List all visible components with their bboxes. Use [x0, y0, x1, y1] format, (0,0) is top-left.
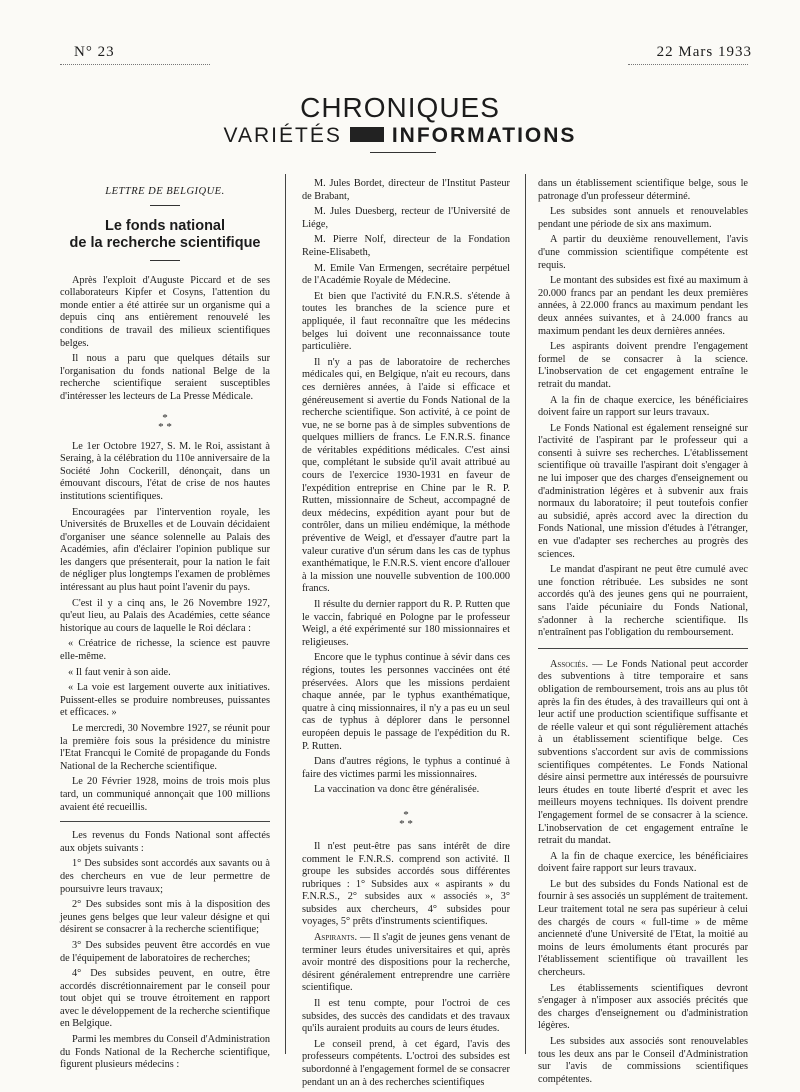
subtitle-informations: INFORMATIONS: [391, 124, 577, 147]
list-item: 2° Des subsides sont mis à la disposition des jeunes gens belges que leur valeur désigne et qui désirent se consacrer à la recherche scientifique;: [60, 899, 270, 936]
body-paragraph: Les aspirants doivent prendre l'engagement formel de se consacrer à la science. L'inobservation de cet engagement entraîne le retrait du mandat.: [538, 341, 748, 390]
kicker-rule: [150, 205, 180, 206]
asterism: * * *: [399, 808, 413, 830]
body-paragraph: Le mandat d'aspirant ne peut être cumulé avec une fonction rétribuée. Les subsides ne sont accordés qu'à des jeunes gens qui ne pourraient, sans l'aide pécuniaire du Fonds National, s'adonner à la recherche scientifique. Ils n'entraînent pas l'obligation du remboursement.: [538, 564, 748, 639]
section-rule: [60, 821, 270, 822]
column-2: [302, 178, 510, 1092]
body-paragraph: Les subsides aux associés sont renouvelables tous les deux ans par le Conseil d'Administration sur l'avis de commissions scientifiques compétentes.: [538, 1036, 748, 1085]
body-paragraph: Encore que le typhus continue à sévir dans ces régions, toutes les personnes vaccinées ont été préservées. Alors que les missions perdaient chaque année, par le typhus exanthématique, quatre à cinq missionnaires, il n'y a pas eu un seul cas de typhus à déplorer dans le personnel européen depuis le passage de l'expédition du R. P. Rutten.: [302, 652, 510, 752]
asterism: * * *: [158, 411, 172, 433]
article-title-line1: Le fonds national: [104, 217, 226, 234]
body-paragraph: C'est il y a cinq ans, le 26 Novembre 1927, qu'eut lieu, au Palais des Académies, cette séance historique au cours de laquelle le Roi déclara :: [60, 597, 270, 634]
aspirants-text: — Il s'agit de jeunes gens venant de terminer leurs études universitaires et qui, après avoir montré des dispositions pour la recherche, désirent généralement entreprendre une carrière scientifique.: [302, 932, 510, 994]
body-paragraph: Il n'est peut-être pas sans intérêt de dire comment le F.N.R.S. comprend son activité. Il groupe les subsides accordés sous différentes rubriques : 1° Subsides aux « aspirants » du F.N.R.S., 2° subsides aux « associés », 3° subsides aux chercheurs, 4° subsides pour voyages, 5° prêts d'instruments scientifiques.: [302, 840, 510, 928]
body-paragraph: Et bien que l'activité du F.N.R.S. s'étende à toutes les branches de la science pure et appliquée, il faut reconnaître que les médecins belges lui doivent une reconnaissance toute particulière.: [302, 290, 510, 353]
body-paragraph: Le but des subsides du Fonds National est de fournir à ses associés un supplément de traitement. Leur traitement total ne sera pas supérieur à celui des chargés de cours « full-time » de même ancienneté d'une Université de l'Etat, la moitié au moins de leurs émoluments étant procurés par l'établissement scientifique où travaillent les chercheurs.: [538, 878, 748, 979]
royal-quote: [60, 638, 270, 720]
body-paragraph: Il n'y a pas de laboratoire de recherches médicales qui, en Belgique, n'ait eu recours, dans ces dernières années, à l'aide si efficace et généreusement si avertie du Fonds National de la recherche scientifique. Son activité, à ce point de vue, ne se borne pas à de simples subventions de quelques milliers de francs. Le F.N.R.S. finance de véritables expéditions médicales. C'est ainsi que, complétant le subside qu'il avait attribué au cours de l'exercice 1930-1931 en faveur de l'expédition entreprise en Chine par le R. P. Rutten, missionnaire de Scheut, accompagné de deux médecins, expédition ayant pour but de contrôler, dans un milieu endémique, la méthode préventive de Weigl, et d'essayer d'autre part la valeur curative d'un sérum dans les cas de typhus exanthématique, le F.N.R.S. vient encore d'allouer à la mission une nouvelle subvention de 100.000 francs.: [302, 356, 510, 595]
quote-line: « La voie est largement ouverte aux initiatives. Puissent-elles se produire nombreuses, puissantes et efficaces. »: [60, 682, 270, 719]
member-item: M. Pierre Nolf, directeur de la Fondation Reine-Elisabeth,: [302, 234, 510, 258]
member-item: M. Jules Bordet, directeur de l'Institut Pasteur de Brabant,: [302, 178, 510, 202]
body-paragraph: La vaccination va donc être généralisée.: [314, 784, 480, 796]
member-item: M. Emile Van Ermengen, secrétaire perpétuel de l'Académie Royale de Médecine.: [302, 262, 510, 287]
aspirants-paragraph: [302, 932, 510, 995]
intro-paragraph: Après l'exploit d'Auguste Piccard et de ses collaborateurs Kipfer et Cosyns, l'attention du monde entier a été attirée sur un organisme qui a depuis cinq ans entièrement renouvelé les conditions de travail des milieux scientifiques belges.: [60, 274, 270, 349]
body-paragraph: Les subsides sont annuels et renouvelables pendant une période de six ans maximum.: [538, 206, 748, 230]
body-paragraph: A la fin de chaque exercice, les bénéficiaires doivent faire rapport sur leurs travaux.: [538, 850, 748, 875]
body-paragraph: Le 20 Février 1928, moins de trois mois plus tard, un communiqué annonçait que 100 millions avaient été recueillis.: [60, 776, 270, 813]
aspirants-label: Aspirants.: [314, 932, 358, 944]
article-title: [60, 218, 270, 252]
intro-paragraph: Il nous a paru que quelques détails sur l'organisation du fonds national Belge de la recherche scientifique seraient susceptibles d'intéresser les lecteurs de La Presse Médicale.: [60, 353, 270, 402]
body-paragraph: Les établissements scientifiques devront s'engager à n'imposer aux associés précités que des charges d'enseignement ou d'administration légères.: [538, 982, 748, 1032]
list-item: 1° Des subsides sont accordés aux savants ou à des chercheurs en vue de leur permettre de poursuivre leurs travaux;: [60, 858, 270, 895]
body-paragraph: Il est tenu compte, pour l'octroi de ces subsides, des succès des candidats et des travaux qu'ils auraient produits au cours de leurs études.: [302, 998, 510, 1035]
body-paragraph: Le montant des subsides est fixé au maximum à 20.000 francs par an pendant les deux premières années, à 22.000 francs au maximum pendant les deux années suivantes, et à 24.000 francs au maximum pendant les deux dernières années.: [538, 275, 748, 337]
subtitle-varietes: VARIÉTÉS: [223, 124, 342, 147]
list-item: 4° Des subsides peuvent, en outre, être accordés discrétionnairement par le conseil pour tout objet qui se trouve étroitement en rapport avec le développement de la recherche scientifique en Belgique.: [60, 968, 270, 1030]
article-kicker: LETTRE DE BELGIQUE.: [105, 186, 225, 197]
column-1: [60, 178, 270, 1075]
title-rule: [150, 260, 180, 261]
list-item: 3° Des subsides peuvent être accordés en vue de l'équipement de laboratoires de recherches;: [60, 939, 270, 964]
issue-date: 22 Mars 1933: [656, 44, 752, 60]
masthead-subtitle: [0, 124, 800, 148]
body-paragraph: Il résulte du dernier rapport du R. P. Rutten que le vaccin, fabriqué en Pologne par le professeur Weigl, a été expérimenté sur 180 missionnaires et religieuses.: [302, 599, 510, 648]
column-divider-1: [285, 174, 286, 1054]
article-title-line2: de la recherche scientifique: [69, 234, 261, 251]
body-paragraph: Encouragées par l'intervention royale, les Universités de Bruxelles et de Louvain décidaient d'organiser une séance solennelle au Palais des Académies, afin d'éclairer l'opinion publique sur les dangers que présenterait, pour la nation le fait de négliger plus longtemps l'examen de problèmes intéressant au plus haut point l'avenir du pays.: [60, 506, 270, 594]
quote-line: « Il faut venir à son aide.: [68, 666, 171, 678]
section-rule: [538, 648, 748, 649]
issue-number: N° 23: [74, 44, 115, 60]
associes-paragraph: [538, 659, 748, 848]
body-paragraph: dans un établissement scientifique belge, sous le patronage d'un professeur déterminé.: [538, 178, 748, 202]
body-paragraph: Le mercredi, 30 Novembre 1927, se réunit pour la première fois sous la présidence du ministre l'Etat Francqui le Comité de propagande du Fonds National de la Recherche scientifique.: [60, 723, 270, 772]
header-rule-right: [628, 64, 748, 65]
associes-label: Associés.: [550, 658, 589, 670]
body-paragraph: Dans d'autres régions, le typhus a continué à faire des victimes parmi les missionnaires.: [302, 756, 510, 780]
body-paragraph: Parmi les membres du Conseil d'Administration du Fonds National de la Recherche scientifique, figurent plusieurs médecins :: [60, 1034, 270, 1071]
body-paragraph: Le 1er Octobre 1927, S. M. le Roi, assistant à Seraing, à la célébration du 110e anniversaire de la Société John Cockerill, dénonçait, dans un émouvant discours, l'état de crise de nos hautes institutions scientifiques.: [60, 440, 270, 502]
body-paragraph: A partir du deuxième renouvellement, l'avis d'une commission scientifique compétente est requis.: [538, 234, 748, 271]
column-3: [538, 178, 748, 1089]
quote-line: « Créatrice de richesse, la science est pauvre elle-même.: [60, 638, 270, 663]
associes-text: — Le Fonds National peut accorder des subventions à titre temporaire et sans obligation de remboursement, trois ans au plus tôt après la fin des études, à des travailleurs qui ont à leur actif une production scientifique suffisante et de réelle valeur et qui sont régulièrement attachés à un établissement scientifique belge. Ces subventions s'accordent sur avis de commissions scientifiques compétentes. Le Fonds National désire ainsi permettre aux intéressés de poursuivre leurs études en toute liberté d'esprit et avec les meilleurs moyens techniques. Ils doivent prendre l'engagement formel de se consacrer à la science. L'inobservation de cet engagement entraîne le retrait du mandat.: [538, 658, 748, 847]
body-paragraph: A la fin de chaque exercice, les bénéficiaires doivent faire un rapport sur leurs travaux.: [538, 394, 748, 419]
masthead-title: CHRONIQUES: [300, 92, 500, 123]
body-paragraph: Le conseil prend, à cet égard, l'avis des professeurs compétents. L'octroi des subsides est subordonné à l'engagement formel de se consacrer pendant un an à des recherches scientifiques: [302, 1038, 510, 1088]
column-divider-2: [525, 174, 526, 1054]
member-item: M. Jules Duesberg, recteur de l'Université de Liége,: [302, 206, 510, 230]
body-paragraph: Le Fonds National est également renseigné sur l'activité de l'aspirant par le professeur qui a consenti à suivre ses recherches. L'établissement scientifique où travaille l'aspirant doit s'engager à ne lui imposer que des charges d'enseignement ou d'administration légères et à subvenir aux frais normaux du laboratoire; il peut toutefois confier au subsidié, après accord avec la direction du Fonds National, une mission d'études à l'étranger, en vue d'adapter ses recherches au progrès des sciences.: [538, 422, 748, 560]
body-paragraph: Les revenus du Fonds National sont affectés aux objets suivants :: [60, 830, 270, 854]
masthead-rule: [370, 152, 436, 153]
header-rule-left: [60, 64, 210, 65]
ornament-icon: [350, 127, 384, 142]
